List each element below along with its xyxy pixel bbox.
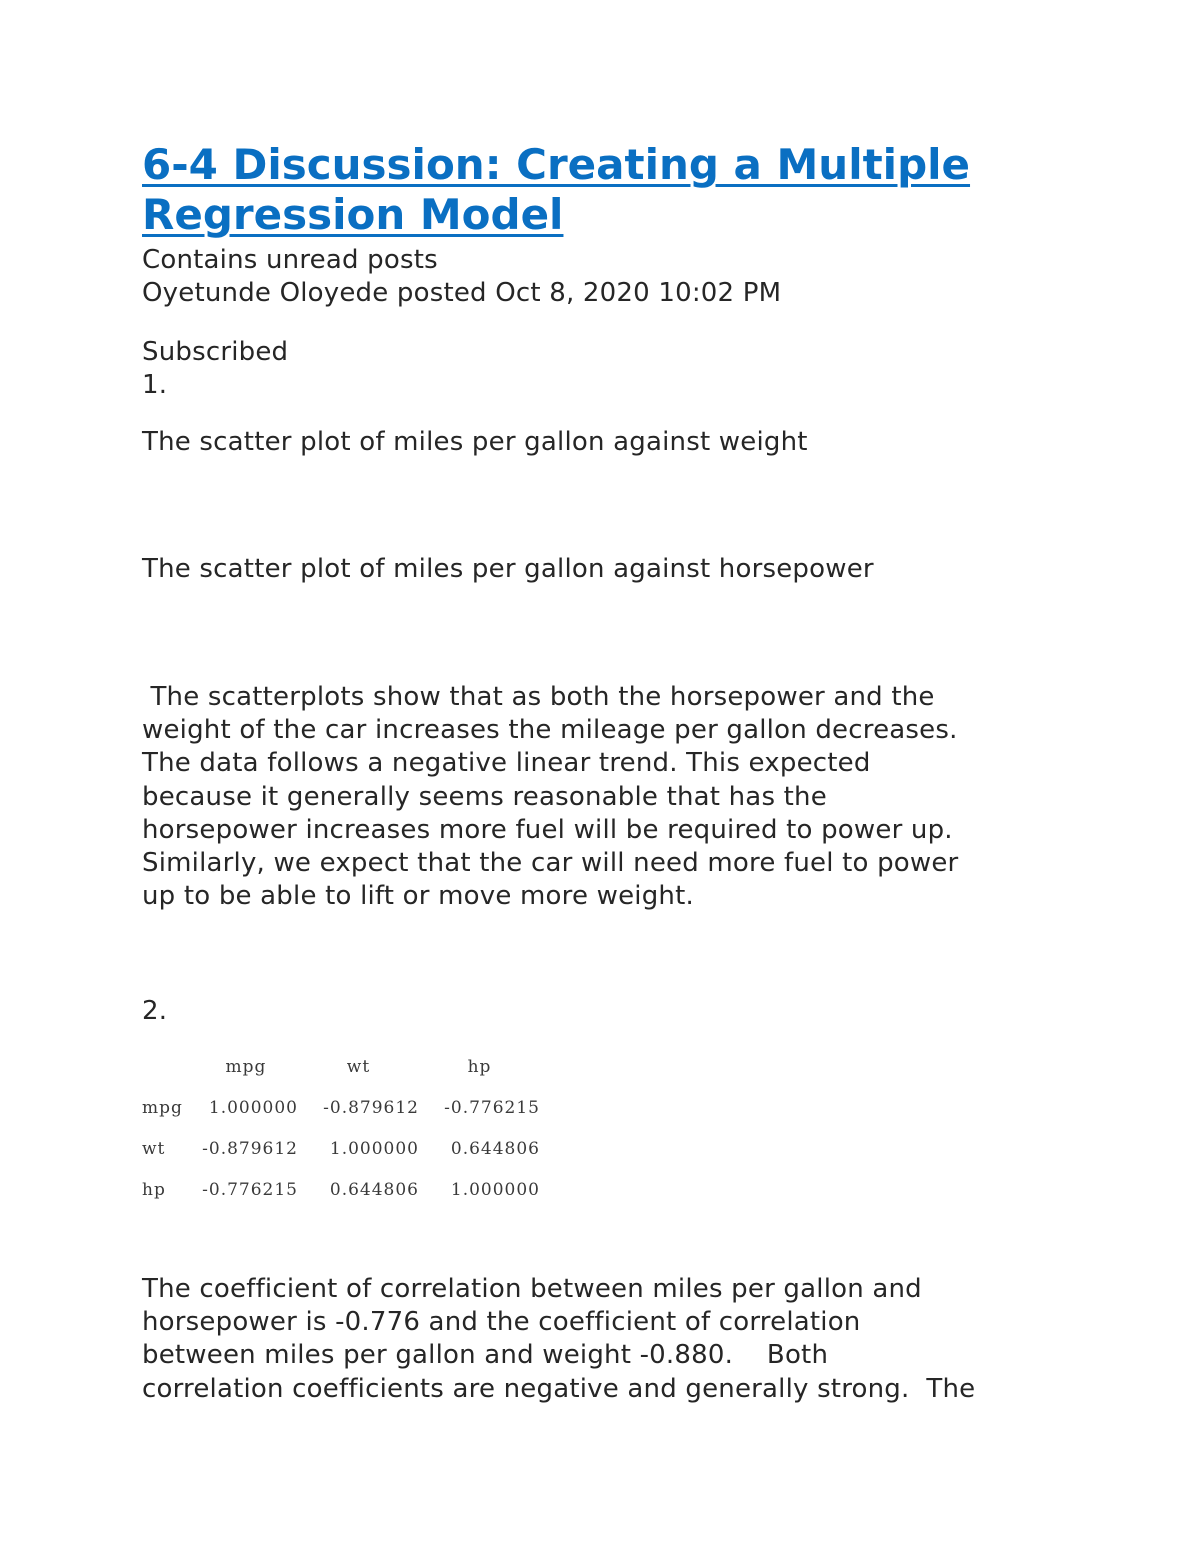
table-header-row [142,1046,540,1087]
unread-status: Contains unread posts [142,245,438,275]
table-cell: 1.000000 [208,1097,298,1118]
table-cell: 1.000000 [450,1179,540,1200]
table-row [142,1128,540,1169]
post-author-date: Oyetunde Oloyede posted Oct 8, 2020 10:02 PM [142,278,782,308]
paragraph-line: up to be able to lift or move more weight. [142,881,694,912]
table-row [142,1169,540,1210]
table-row [142,1087,540,1128]
table-cell: -0.879612 [202,1138,298,1159]
paragraph-line: weight of the car increases the mileage per gallon decreases. [142,715,958,746]
table-cell: -0.776215 [202,1179,298,1200]
column-header: hp [467,1056,492,1077]
title-link[interactable]: 6-4 Discussion: Creating a Multiple Regression Model [142,140,971,239]
row-label: wt [142,1138,166,1159]
section-number-2: 2. [142,996,168,1026]
table-cell: 0.644806 [329,1179,419,1200]
column-header: wt [346,1056,371,1077]
page-title [142,140,1102,240]
paragraph-line: Similarly, we expect that the car will need more fuel to power [142,848,959,879]
caption-horsepower-scatter: The scatter plot of miles per gallon against horsepower [142,554,874,584]
paragraph-line: The scatterplots show that as both the horsepower and the [142,682,935,712]
scatterplot-explanation [142,681,1072,913]
paragraph-line: horsepower increases more fuel will be required to power up. [142,814,953,845]
paragraph-line: horsepower is -0.776 and the coefficient of correlation [142,1307,861,1338]
correlation-explanation [142,1273,1072,1406]
row-label: hp [142,1179,166,1200]
table-cell: -0.879612 [323,1097,419,1118]
paragraph-line: correlation coefficients are negative and generally strong. The [142,1373,976,1404]
caption-weight-scatter: The scatter plot of miles per gallon against weight [142,427,808,457]
table-cell: 1.000000 [329,1138,419,1159]
paragraph-line: between miles per gallon and weight -0.880. Both [142,1340,829,1371]
subscription-status: Subscribed [142,337,289,367]
paragraph-line: The coefficient of correlation between miles per gallon and [142,1274,922,1304]
column-header: mpg [225,1056,267,1077]
table-corner [142,1046,194,1087]
correlation-matrix [142,1046,540,1210]
paragraph-line: because it generally seems reasonable that has the [142,781,827,812]
table-cell: -0.776215 [444,1097,540,1118]
table-cell: 0.644806 [450,1138,540,1159]
row-label: mpg [142,1097,183,1118]
paragraph-line: The data follows a negative linear trend. This expected [142,748,871,779]
section-number-1: 1. [142,370,168,400]
